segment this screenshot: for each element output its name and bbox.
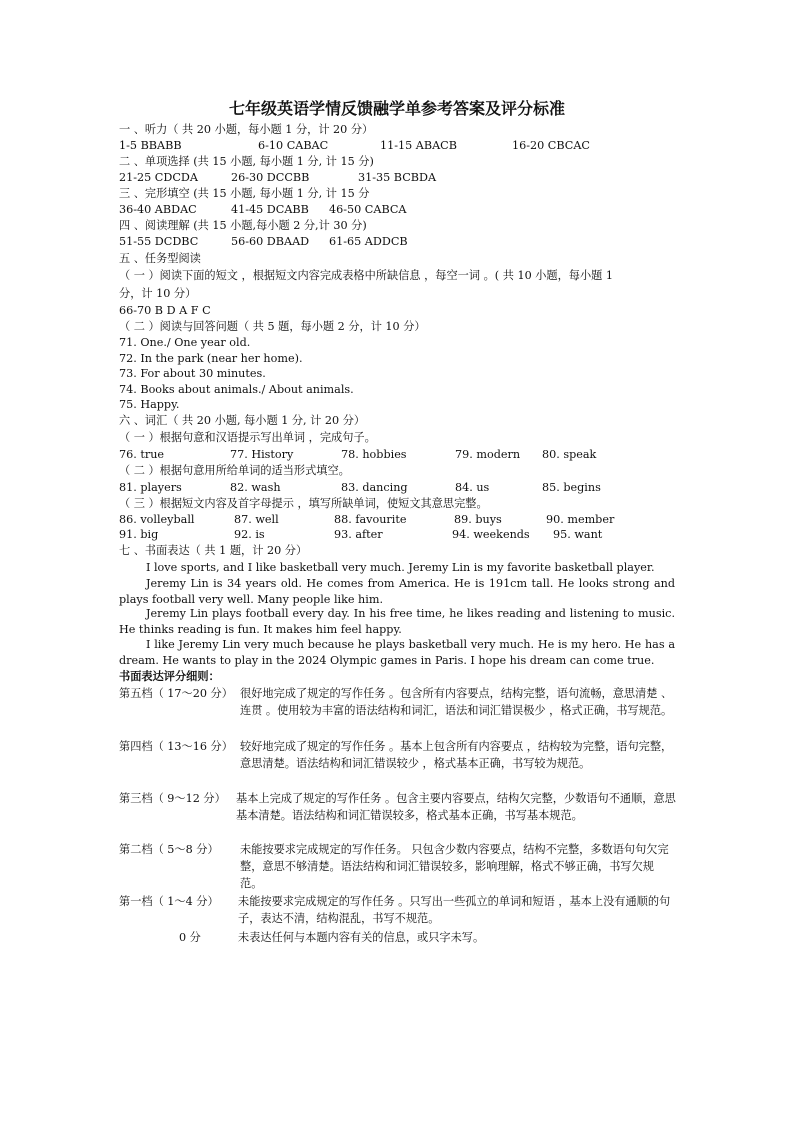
- part-heading: （ 一 ）阅读下面的短文 ，根据短文内容完成表格中所缺信息 ，每空一词 。( 共 10 小题，每小题 1: [119, 269, 614, 282]
- section-heading-single-choice: 二 、单项选择 (共 15 小题, 每小题 1 分, 计 15 分): [119, 155, 374, 168]
- section-heading-listening: 一 、听力（ 共 20 小题，每小题 1 分，计 20 分）: [119, 123, 374, 136]
- answer-line: 74. Books about animals./ About animals.: [119, 383, 354, 396]
- part-heading: （ 二 ）根据句意用所给单词的适当形式填空。: [119, 464, 350, 477]
- vocab-answer: 93. after: [334, 528, 383, 541]
- part-heading-continued: 分，计 10 分）: [119, 287, 197, 300]
- rubric-level-label: 第二档（ 5～8 分）: [119, 843, 219, 856]
- section-heading-cloze: 三 、完形填空 (共 15 小题, 每小题 1 分, 计 15 分: [119, 187, 370, 200]
- rubric-level-label: 第三档（ 9～12 分）: [119, 792, 226, 805]
- answer-group: 41-45 DCABB: [231, 203, 309, 216]
- rubric-level-label: 0 分: [179, 931, 201, 944]
- vocab-answer: 84. us: [455, 481, 490, 494]
- rubric-level-label: 第一档（ 1～4 分）: [119, 895, 219, 908]
- vocab-answer: 87. well: [234, 513, 279, 526]
- vocab-answer: 76. true: [119, 448, 165, 461]
- answer-line: 71. One./ One year old.: [119, 336, 251, 349]
- answer-group: 31-35 BCBDA: [358, 171, 437, 184]
- answer-group: 16-20 CBCAC: [512, 139, 590, 152]
- answer-line: 72. In the park (near her home).: [119, 352, 303, 365]
- vocab-answer: 89. buys: [454, 513, 502, 526]
- section-heading-reading: 四 、阅读理解 (共 15 小题,每小题 2 分,计 30 分): [119, 219, 367, 232]
- vocab-answer: 95. want: [553, 528, 603, 541]
- part-heading: （ 三 ）根据短文内容及首字母提示 ，填写所缺单词，使短文其意思完整。: [119, 497, 488, 510]
- vocab-answer: 79. modern: [455, 448, 521, 461]
- rubric-level-text: 未表达任何与本题内容有关的信息，或只字未写。: [238, 931, 485, 944]
- rubric-level-label: 第四档（ 13～16 分）: [119, 740, 233, 753]
- rubric-heading: 书面表达评分细则：: [119, 670, 220, 683]
- essay-paragraph: I love sports, and I like basketball very much. Jeremy Lin is my favorite basketball player.: [146, 561, 655, 574]
- vocab-answer: 90. member: [546, 513, 615, 526]
- vocab-answer: 82. wash: [230, 481, 281, 494]
- answer-group: 11-15 ABACB: [380, 139, 457, 152]
- part-heading: （ 二 ）阅读与回答问题（ 共 5 题，每小题 2 分，计 10 分）: [119, 320, 426, 333]
- vocab-answer: 86. volleyball: [119, 513, 195, 526]
- answer-group: 46-50 CABCA: [329, 203, 407, 216]
- part-heading: （ 一 ）根据句意和汉语提示写出单词 ，完成句子。: [119, 431, 376, 444]
- answer-group: 1-5 BBABB: [119, 139, 182, 152]
- vocab-answer: 77. History: [230, 448, 294, 461]
- vocab-answer: 83. dancing: [341, 481, 408, 494]
- answer-group: 26-30 DCCBB: [231, 171, 310, 184]
- vocab-answer: 78. hobbies: [341, 448, 407, 461]
- section-heading-writing: 七 、书面表达（ 共 1 题，计 20 分）: [119, 544, 308, 557]
- rubric-level-text: 较好地完成了规定的写作任务 。基本上包含所有内容要点 ，结构较为完整，语句完整，意思清楚。语法结构和词汇错误较少 ，格式基本正确，书写较为规范。: [240, 740, 673, 771]
- answer-group: 66-70 B D A F C: [119, 304, 211, 317]
- section-heading-task-reading: 五 、任务型阅读: [119, 252, 201, 265]
- answer-group: 36-40 ABDAC: [119, 203, 197, 216]
- rubric-level-text: 很好地完成了规定的写作任务 。包含所有内容要点，结构完整，语句流畅，意思清楚 、连贯 。使用较为丰富的语法结构和词汇，语法和词汇错误极少 ，格式正确，书写规范。: [240, 687, 673, 718]
- vocab-answer: 91. big: [119, 528, 159, 541]
- answer-group: 61-65 ADDCB: [329, 235, 408, 248]
- vocab-answer: 88. favourite: [334, 513, 407, 526]
- vocab-answer: 81. players: [119, 481, 182, 494]
- answer-group: 56-60 DBAAD: [231, 235, 310, 248]
- essay-paragraph: Jeremy Lin plays football every day. In his free time, he likes reading and listening to music. He thinks reading is fun. It makes him feel happy.: [119, 607, 675, 636]
- vocab-answer: 92. is: [234, 528, 265, 541]
- section-heading-vocabulary: 六 、词汇（ 共 20 小题, 每小题 1 分, 计 20 分）: [119, 414, 366, 427]
- rubric-level-text: 未能按要求完成规定的写作任务。 只包含少数内容要点，结构不完整，多数语句句欠完整，意思不够清楚。语法结构和词汇错误较多，影响理解，格式不够正确，书写欠规范。: [240, 843, 669, 891]
- vocab-answer: 94. weekends: [452, 528, 530, 541]
- rubric-level-label: 第五档（ 17～20 分）: [119, 687, 233, 700]
- answer-group: 6-10 CABAC: [258, 139, 329, 152]
- vocab-answer: 85. begins: [542, 481, 601, 494]
- answer-group: 51-55 DCDBC: [119, 235, 199, 248]
- answer-line: 73. For about 30 minutes.: [119, 367, 266, 380]
- answer-line: 75. Happy.: [119, 398, 180, 411]
- vocab-answer: 80. speak: [542, 448, 597, 461]
- essay-paragraph: I like Jeremy Lin very much because he plays basketball very much. He is my hero. He has a dream. He wants to play in the 2024 Olympic games in Paris. I hope his dream can come true.: [119, 638, 675, 667]
- page-title: 七年级英语学情反馈融学单参考答案及评分标准: [228, 99, 565, 118]
- essay-paragraph: Jeremy Lin is 34 years old. He comes from America. He is 191cm tall. He looks strong and plays football very well. Many people like him.: [119, 577, 675, 606]
- rubric-level-text: 基本上完成了规定的写作任务 。包含主要内容要点，结构欠完整，少数语句不通顺，意思基本清楚。语法结构和词汇错误较多，格式基本正确，书写基本规范。: [236, 792, 676, 823]
- rubric-level-text: 未能按要求完成规定的写作任务 。只写出一些孤立的单词和短语 ，基本上没有通顺的句子，表达不清，结构混乱，书写不规范。: [238, 895, 671, 926]
- answer-group: 21-25 CDCDA: [119, 171, 198, 184]
